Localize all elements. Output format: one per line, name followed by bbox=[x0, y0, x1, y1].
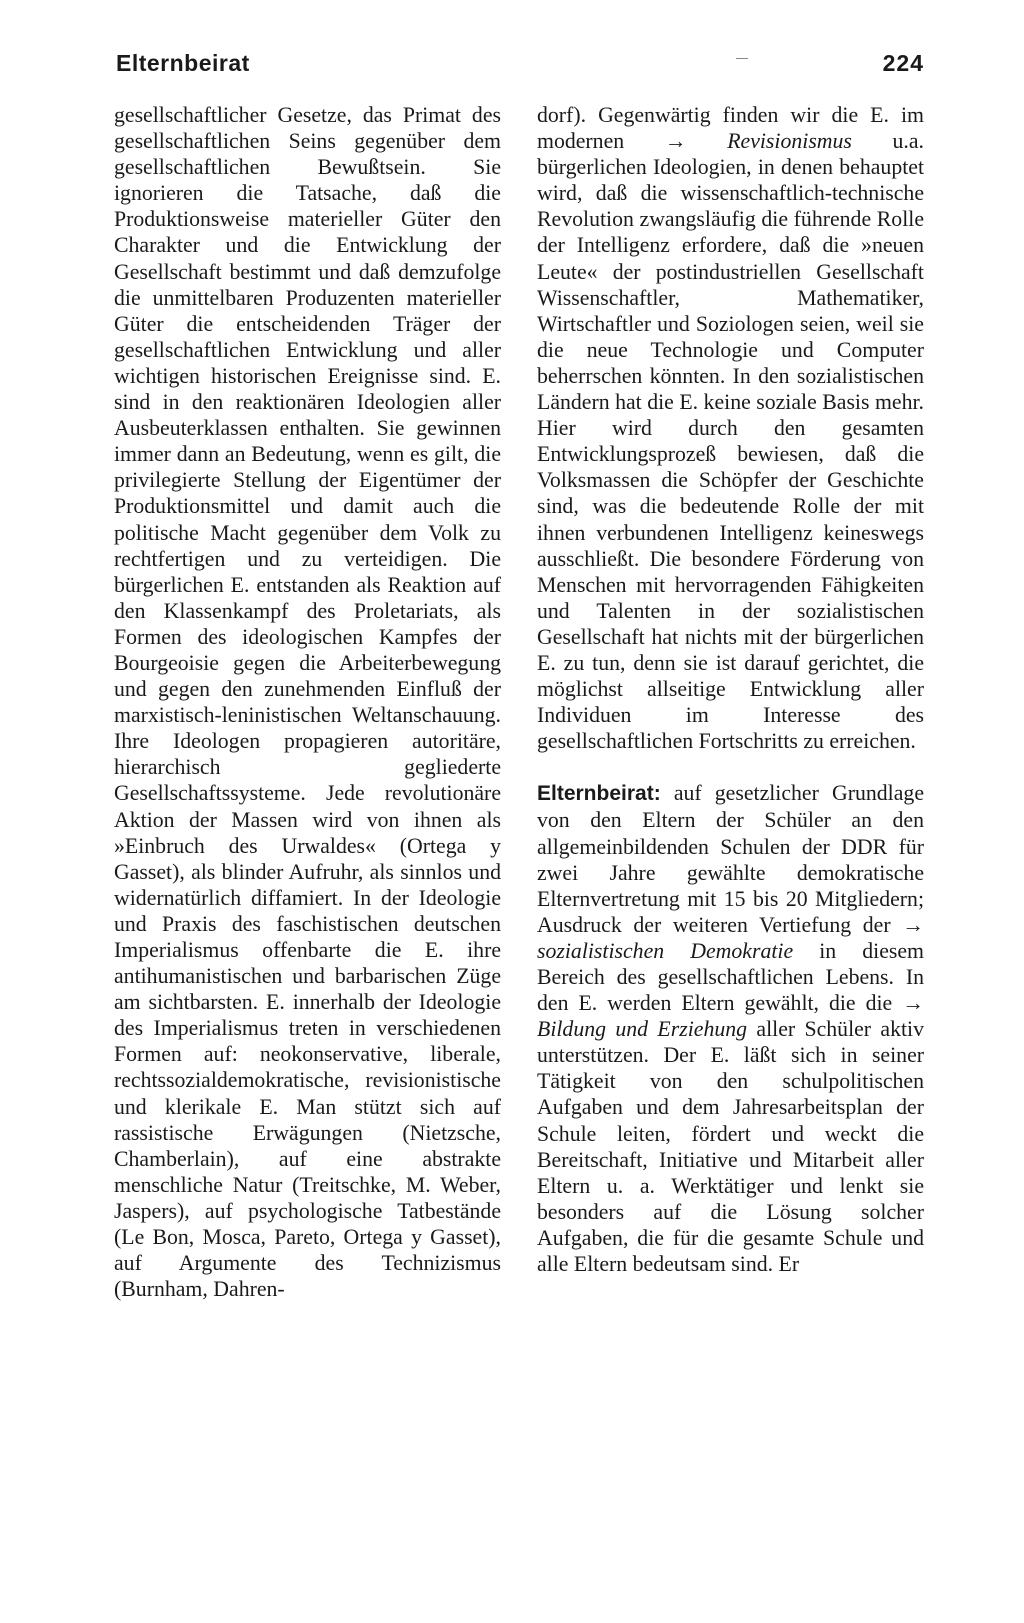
running-head: Elternbeirat bbox=[116, 50, 250, 76]
entry-text-part-3: aller Schüler aktiv unterstützen. Der E. läßt sich in seiner Tätigkeit von den schulpolitischen Aufgaben und dem Jahresarbeitsplan der Schule leiten, fördert und weckt die Bereitschaft, Initiative und Mitarbeit aller Eltern u. a. Werktätiger und lenkt sie besonders auf die Lösung solcher Aufgaben, die für die gesamte Schule und alle Eltern bedeutsam sind. Er bbox=[537, 1017, 925, 1277]
right-column bbox=[537, 102, 924, 1277]
continued-text-part-1: dorf). Gegenwärtig finden wir die E. im modernen bbox=[537, 103, 924, 154]
continued-paragraph bbox=[537, 102, 924, 754]
page-header bbox=[116, 50, 924, 82]
header-dash bbox=[736, 58, 748, 59]
cross-reference-revisionismus: Revisionismus bbox=[727, 129, 852, 154]
entry-text-part-1: auf gesetzlicher Grundlage von den Eltern der Schüler an den allgemeinbildenden Schulen der DDR für zwei Jahre gewählte demokratische Elternvertretung mit 15 bis 20 Mitgliedern; Ausdruck der weiteren Vertiefung der bbox=[537, 781, 924, 937]
cross-reference-arrow-icon: → bbox=[902, 912, 924, 937]
cross-reference-bildung-und-erziehung: Bildung und Erziehung bbox=[537, 1017, 748, 1042]
entry-lemma: Elternbeirat: bbox=[537, 782, 661, 806]
entry-elternbeirat bbox=[537, 780, 924, 1277]
left-column-text: gesellschaftlicher Gesetze, das Primat des gesellschaftlichen Seins gegenüber dem gesellschaftlichen Bewußtsein. Sie ignorieren die Tatsache, daß die Produktionsweise materieller Güter den Charakter und die Entwicklung der Gesellschaft bestimmt und daß demzufolge die unmittelbaren Produzenten materieller Güter die entscheidenden Träger der gesellschaftlichen Entwicklung und aller wichtigen historischen Ereignisse sind. E. sind in den reaktionären Ideologien aller Ausbeuterklassen enthalten. Sie gewinnen immer dann an Bedeutung, wenn es gilt, die privilegierte Stellung der Eigentümer der Produktionsmittel und damit auch die politische Macht gegenüber dem Volk zu rechtfertigen und zu verteidigen. Die bürgerlichen E. entstanden als Reaktion auf den Klassenkampf des Proletariats, als Formen des ideologischen Kampfes der Bourgeoisie gegen die Arbeiterbewegung und gegen den zunehmenden Einfluß der marxistisch-leninistischen Weltanschauung. Ihre Ideologen propagieren autoritäre, hierarchisch gegliederte Gesellschaftssysteme. Jede revolutionäre Aktion der Massen wird von ihnen als »Einbruch des Urwaldes« (Ortega y Gasset), als blinder Aufruhr, als sinnlos und widernatürlich diffamiert. In der Ideologie und Praxis des faschistischen deutschen Imperialismus offenbarte die E. ihre antihumanistischen und barbarischen Züge am sichtbarsten. E. innerhalb der Ideologie des Imperialismus treten in verschiedenen Formen auf: neokonservative, liberale, rechtssozialdemokratische, revisionistische und klerikale E. Man stützt sich auf rassistische Erwägungen (Nietzsche, Chamberlain), auf eine abstrakte menschliche Natur (Treitschke, M. Weber, Jaspers), auf psychologische Tatbestände (Le Bon, Mosca, Pareto, Ortega y Gasset), auf Argumente des Technizismus (Burnham, Dahren- bbox=[114, 103, 501, 1302]
cross-reference-arrow-icon: → bbox=[902, 991, 924, 1016]
entry-text-part-2: in diesem Bereich des gesellschaftlichen Lebens. In den E. werden Eltern gewählt, die die bbox=[537, 938, 925, 1016]
cross-reference-arrow-icon: → bbox=[664, 129, 687, 154]
continued-text-part-2: u.a. bürgerlichen Ideologien, in denen behauptet wird, daß die wissenschaftlich-technische Revolution zwangsläufig die führende Rolle der Intelligenz erfordere, daß die »neuen Leute« der postindustriellen Gesellschaft Wissenschaftler, Mathematiker, Wirtschaftler und Soziologen seien, weil sie die neue Technologie und Computer beherrschen könnten. In den sozialistischen Ländern hat die E. keine soziale Basis mehr. Hier wird durch den gesamten Entwicklungsprozeß bewiesen, daß die Volksmassen die Schöpfer der Geschichte sind, was die bedeutende Rolle der mit ihnen verbundenen Intelligenz keineswegs ausschließt. Die besondere Förderung von Menschen mit hervorragenden Fähigkeiten und Talenten in der sozialistischen Gesellschaft hat nichts mit der bürgerlichen E. zu tun, denn sie ist darauf gerichtet, die möglichst allseitige Entwicklung aller Individuen im Interesse des gesellschaftlichen Fortschritts zu erreichen. bbox=[537, 129, 925, 754]
cross-reference-sozialistische-demokratie: sozialistischen Demokratie bbox=[537, 938, 794, 963]
left-column bbox=[114, 102, 501, 1302]
page-number: 224 bbox=[882, 50, 924, 76]
